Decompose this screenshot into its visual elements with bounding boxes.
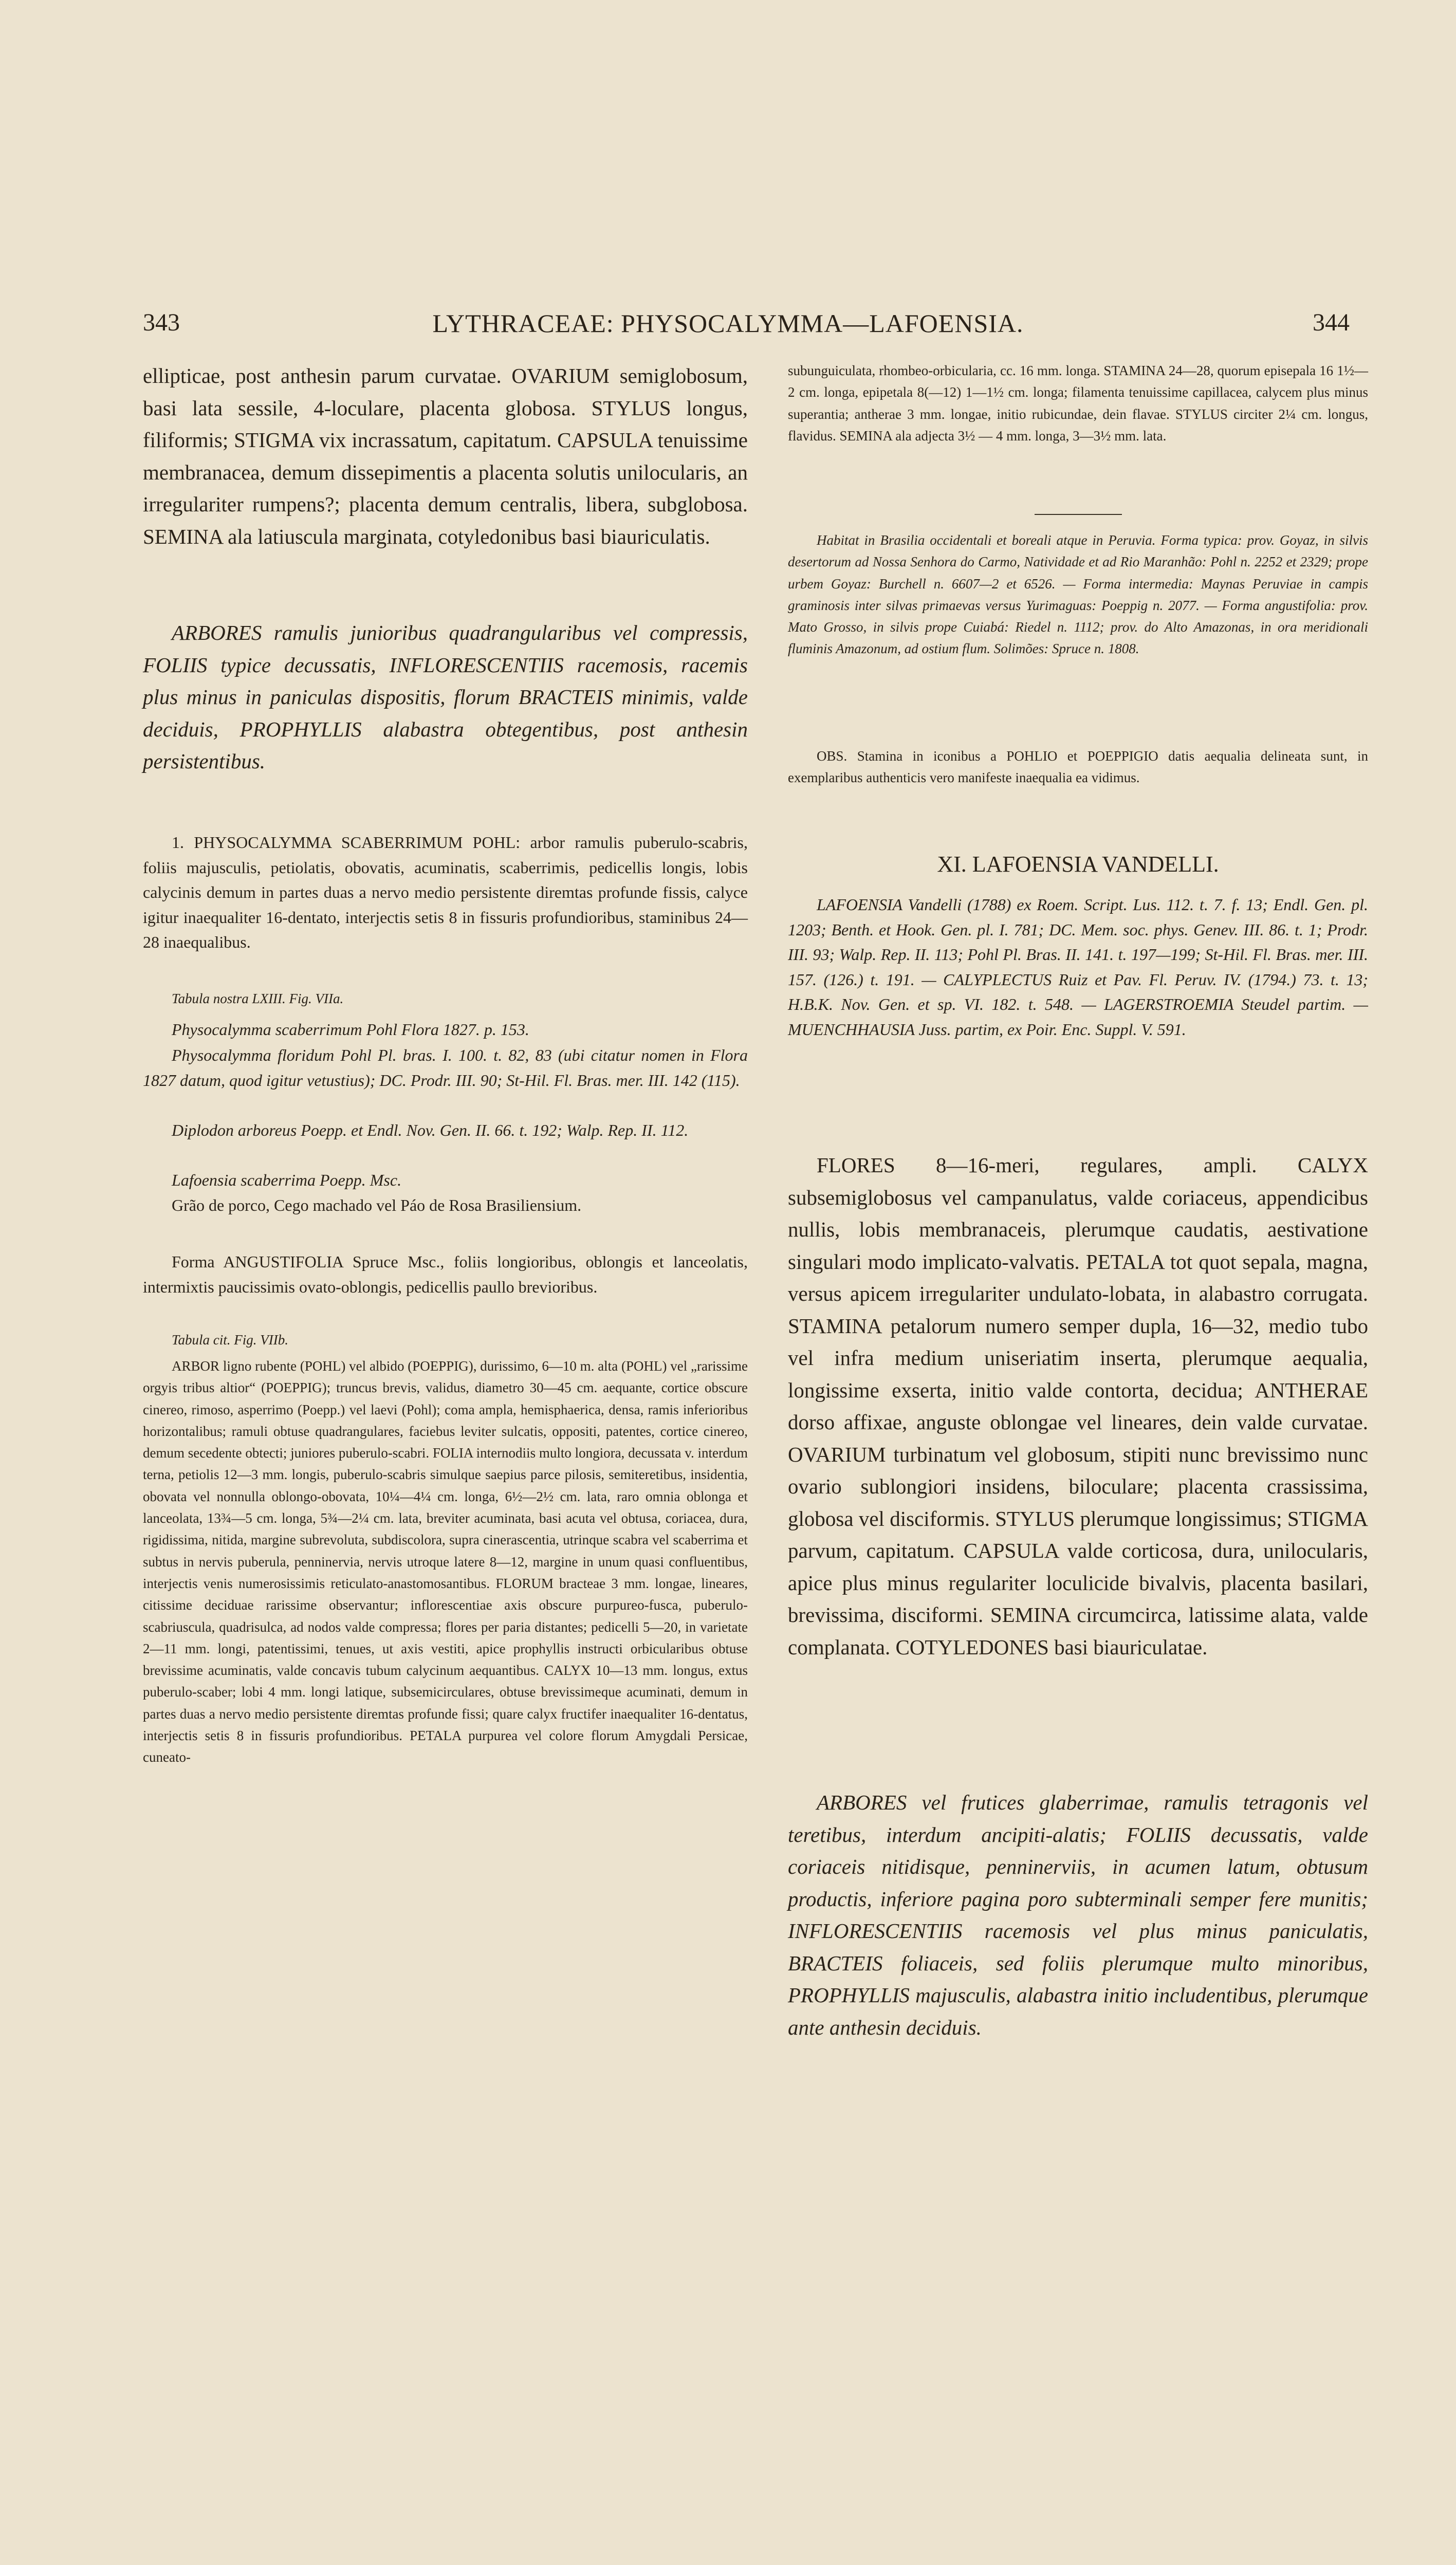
page-number-left: 343 [143, 309, 180, 336]
synonym-1: Physocalymma scaberrimum Pohl Flora 1827. p. 153. [172, 1020, 529, 1039]
plate-reference-2: Tabula cit. Fig. VIIb. [172, 1332, 288, 1348]
genus-heading: XI. LAFOENSIA VANDELLI. [937, 852, 1219, 877]
left-column [143, 360, 748, 1768]
synonym-2: Physocalymma floridum Pohl Pl. bras. I. 100. t. 82, 83 (ubi citatur nomen in Flora 1827 datum, quod igitur vetustius); DC. Prodr. III. 90; St-Hil. Fl. Bras. mer. III. 142 (115). [143, 1046, 748, 1090]
right-column [788, 360, 1368, 2043]
habit-paragraph: ARBORES ramulis junioribus quadrangularibus vel compressis, FOLIIS typice decussatis, INFLORESCENTIIS racemosis, racemis plus minus in paniculas dispositis, florum BRACTEIS minimis, valde deciduis, PROPHYLLIS alabastra obtegentibus, post anthesin persistentibus. [143, 621, 748, 773]
flower-description: FLORES 8—16-meri, regulares, ampli. CALYX subsemiglobosus vel campanulatus, valde coriaceus, appendicibus nullis, lobis membranaceis, plerumque caudatis, aestivatione singulari modo implicato-valvatis. PETALA tot quot sepala, magna, versus apicem irregulariter undulato-lobata, in alabastro corrugata. STAMINA petalorum numero semper dupla, 16—32, medio tubo vel infra medium uniseriatim inserta, plerumque aequalia, longissime exserta, initio valde contorta, decidua; ANTHERAE dorso affixae, anguste oblongae vel lineares, dein valde curvatae. OVARIUM turbinatum vel globosum, stipiti nunc brevissimo nunc ovario sublongiori insidens, biloculare; placenta crassissima, globosa vel disciformis. STYLUS plerumque longissimus; STIGMA parvum, capitatum. CAPSULA valde corticosa, dura, unilocularis, apice plus minus regulariter loculicide bivalvis, placenta basilari, brevissima, disciformi. SEMINA circumcirca, latissime alata, valde complanata. COTYLEDONES basi biauriculatae. [788, 1153, 1368, 1659]
habit-description: ARBORES vel frutices glaberrimae, ramulis tetragonis vel teretibus, interdum ancipiti-alatis; FOLIIS decussatis, valde coriaceis nitidisque, penninerviis, in acumen latum, obtusum productis, inferiore pagina poro subterminali semper fere munitis; INFLORESCENTIIS racemosis vel plus minus paniculatis, BRACTEIS foliaceis, sed foliis plerumque multo minoribus, PROPHYLLIS majusculis, alabastra initio includentibus, plerumque ante anthesin deciduis. [788, 1791, 1368, 2039]
genus-description-end: ellipticae, post anthesin parum curvatae. OVARIUM semiglobosum, basi lata sessile, 4-loculare, placenta globosa. STYLUS longus, filiformis; STIGMA vix incrassatum, capitatum. CAPSULA tenuissime membranacea, demum dissepimentis a placenta solutis unilocularis, an irregulariter rumpens?; placenta demum centralis, libera, subglobosa. SEMINA ala latiuscula marginata, cotyledonibus basi biauriculatis. [143, 364, 748, 548]
synonym-3: Diplodon arboreus Poepp. et Endl. Nov. Gen. II. 66. t. 192; Walp. Rep. II. 112. [172, 1121, 689, 1139]
page-number-right: 344 [1313, 309, 1350, 336]
running-title: LYTHRACEAE: PHYSOCALYMMA—LAFOENSIA. [432, 309, 1024, 338]
habitat-paragraph: Habitat in Brasilia occidentali et boreali atque in Peruvia. Forma typica: prov. Goyaz, in silvis desertorum ad Nossa Senhora do Carmo, Natividade et ad Rio Maranhão: Pohl n. 2252 et 2329; prope urbem Goyaz: Burchell n. 6607—2 et 6526. — Forma intermedia: Maynas Peruviae in campis graminosis inter silvas primaevas versus Yurimaguas: Poeppig n. 2077. — Forma angustifolia: prov. Mato Grosso, in silvis prope Cuiabá: Riedel n. 1112; prov. do Alto Amazonas, in ora meridionali fluminis Amazonum, ad ostium flum. Solimões: Spruce n. 1808. [788, 532, 1368, 657]
page-header [0, 308, 1456, 344]
forma-angustifolia: Forma ANGUSTIFOLIA Spruce Msc., foliis longioribus, oblongis et lanceolatis, intermixtis paucissimis ovato-oblongis, pedicellis paullo brevioribus. [143, 1252, 748, 1296]
plate-reference: Tabula nostra LXIII. Fig. VIIa. [172, 991, 344, 1006]
genus-synonymy: LAFOENSIA Vandelli (1788) ex Roem. Script. Lus. 112. t. 7. f. 13; Endl. Gen. pl. 1203; Benth. et Hook. Gen. pl. I. 781; DC. Mem. soc. phys. Genev. III. 86. t. 1; Prodr. III. 93; Walp. Rep. II. 113; Pohl Pl. Bras. II. 141. t. 197—199; St-Hil. Fl. Bras. mer. III. 157. (126.) t. 191. — CALYPLECTUS Ruiz et Pav. Fl. Peruv. IV. (1794.) 73. t. 13; H.B.K. Nov. Gen. et sp. VI. 182. t. 548. — LAGERSTROEMIA Steudel partim. — MUENCHHAUSIA Juss. partim, ex Poir. Enc. Suppl. V. 591. [788, 895, 1368, 1039]
species-description-continued: subunguiculata, rhombeo-orbicularia, cc. 16 mm. longa. STAMINA 24—28, quorum episepala 16 1½—2 cm. longa, epipetala 8(—12) 1—1½ cm. longa; filamenta tenuissime capillacea, calycem plus minus superantia; antherae 3 mm. longae, initio rubicundae, dein flavae. STYLUS circiter 2¼ cm. longus, flavidus. SEMINA ala adjecta 3½ — 4 mm. longa, 3—3½ mm. lata. [788, 363, 1368, 444]
synonym-4: Lafoensia scaberrima Poepp. Msc. [172, 1171, 402, 1189]
species-diagnosis: 1. PHYSOCALYMMA SCABERRIMUM POHL: arbor ramulis puberulo-scabris, foliis majusculis, petiolatis, obovatis, acuminatis, scaberrimis, pedicellis longis, lobis calycinis demum in partes duas a nervo medio persistente diremtas profunde fissis, calyce igitur inaequaliter 16-dentato, interjectis setis 8 in fissuris profundioribus, staminibus 24—28 inaequalibus. [143, 833, 748, 952]
species-description: ARBOR ligno rubente (POHL) vel albido (POEPPIG), durissimo, 6—10 m. alta (POHL) vel „rarissime orgyis tribus altior“ (POEPPIG); truncus brevis, validus, diametro 30—45 cm. aequante, cortice obscure cinereo, rimoso, asperrimo (Poepp.) vel laevi (Pohl); coma ampla, hemisphaerica, densa, ramis inferioribus horizontalibus; ramuli obtuse quadrangulares, faciebus leviter sulcatis, oppositi, patentes, cortice cinereo, demum secedente obtecti; juniores puberulo-scabri. FOLIA internodiis multo longiora, decussata v. interdum terna, petiolis 12—3 mm. longis, puberulo-scabris simulque saepius parce pilosis, semiteretibus, insidentia, obovata vel nonnulla oblongo-obovata, 10¼—4¼ cm. longa, 6½—2½ cm. lata, raro omnia oblonga et lanceolata, 13¾—5 cm. longa, 5¾—2¼ cm. lata, breviter acuminata, basi acuta vel obtusa, coriacea, dura, rigidissima, nitida, margine subrevoluta, subdiscolora, supra cinerascentia, utrinque scabra vel scaberrima et subtus in nervis puberula, penninervia, nervis utroque latere 8—12, margine in unum quasi confluentibus, interjectis venis numerosissimis reticulato-anastomosantibus. FLORUM bracteae 3 mm. longae, lineares, citissime deciduae rarissime observantur; inflorescentiae axis obscure purpureo-fusca, puberulo-scabriuscula, quadrisulca, ad nodos valde compressa; flores per paria distantes; pedicelli 5—20, in varietate 2—11 mm. longi, patentissimi, tenues, ut axis vestiti, apice prophyllis instructi orbicularibus obtuse brevissime acuminatis, valde concavis tubum calycinum aequantibus. CALYX 10—13 mm. longus, extus puberulo-scaber; lobi 4 mm. longi latique, subsemicirculares, obtuse brevissimeque acuminati, demum in partes duas a nervo medio persistente diremtas profunde fissi; quare calyx fructifer inaequaliter 16-dentatus, interjectis setis 8 in fissuris profundioribus. PETALA purpurea vel colore florum Amygdali Persicae, cuneato- [143, 1358, 748, 1765]
observation-note: OBS. Stamina in iconibus a POHLIO et POEPPIGIO datis aequalia delineata sunt, in exemplaribus authenticis vero manifeste inaequalia ea vidimus. [788, 748, 1368, 786]
vernacular-names: Grão de porco, Cego machado vel Páo de Rosa Brasiliensium. [172, 1196, 582, 1214]
